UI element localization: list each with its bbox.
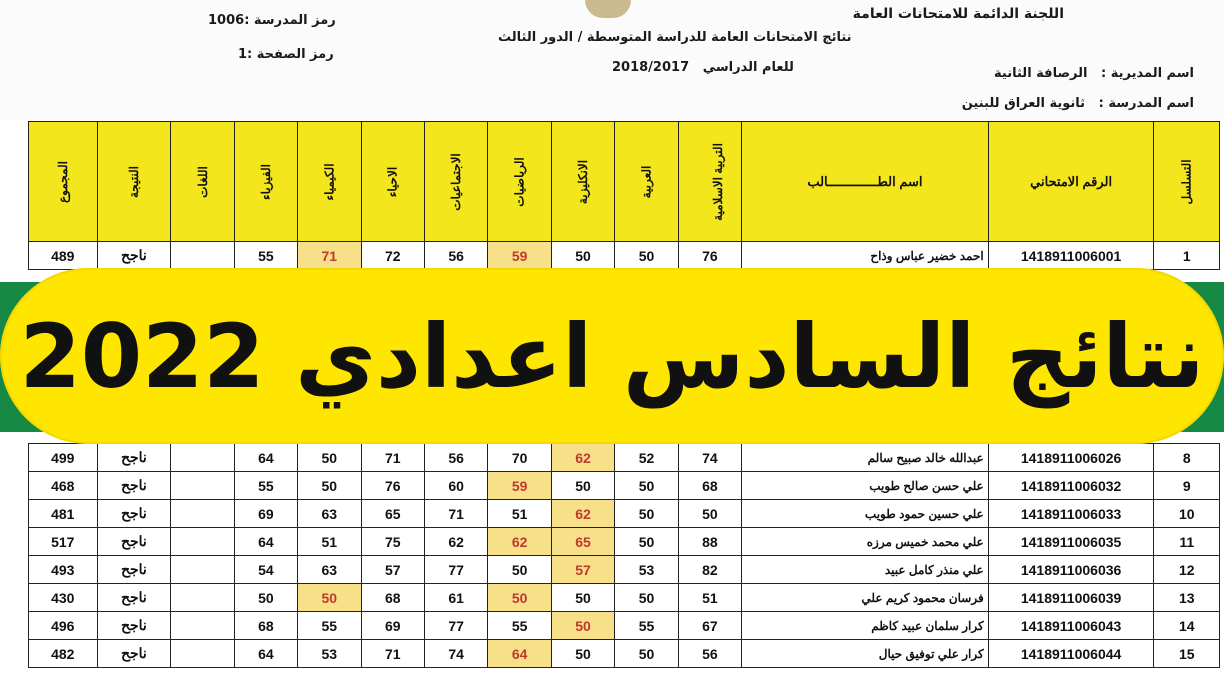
- cell-result: ناجح: [97, 640, 171, 668]
- cell-biology: 76: [361, 472, 424, 500]
- col-english: الانكليزية: [551, 122, 614, 242]
- cell-english: 50: [551, 612, 614, 640]
- cell-math: 59: [488, 472, 551, 500]
- cell-exam-number: 1418911006032: [988, 472, 1154, 500]
- cell-total: 493: [29, 556, 98, 584]
- cell-result: ناجح: [97, 500, 171, 528]
- ministry-seal-icon: [585, 0, 631, 18]
- col-islamic: التربية الاسلامية: [678, 122, 741, 242]
- cell-english: 50: [551, 584, 614, 612]
- cell-exam-number: 1418911006033: [988, 500, 1154, 528]
- cell-biology: 71: [361, 640, 424, 668]
- cell-biology: 71: [361, 444, 424, 472]
- cell-exam-number: 1418911006036: [988, 556, 1154, 584]
- cell-biology: 75: [361, 528, 424, 556]
- cell-serial: 1: [1154, 242, 1220, 270]
- cell-exam-number: 1418911006001: [988, 242, 1154, 270]
- cell-physics: 55: [234, 242, 297, 270]
- cell-islamic: 56: [678, 640, 741, 668]
- directorate-value: الرصافة الثانية: [994, 66, 1088, 81]
- cell-result: ناجح: [97, 584, 171, 612]
- cell-social: 61: [424, 584, 487, 612]
- col-student-name: اسم الطـــــــــــــالب: [742, 122, 989, 242]
- cell-chemistry: 50: [298, 444, 361, 472]
- cell-physics: 68: [234, 612, 297, 640]
- table-row: [29, 472, 1220, 500]
- cell-social: 56: [424, 242, 487, 270]
- cell-math: 62: [488, 528, 551, 556]
- table-row: [29, 612, 1220, 640]
- col-social: الاجتماعيات: [424, 122, 487, 242]
- page-code: رمز الصفحة :1: [238, 47, 334, 62]
- cell-arabic: 52: [615, 444, 678, 472]
- cell-arabic: 53: [615, 556, 678, 584]
- col-total: المجموع: [29, 122, 98, 242]
- col-biology: الاحياء: [361, 122, 424, 242]
- cell-serial: 8: [1154, 444, 1220, 472]
- cell-name: كرار سلمان عبيد كاظم: [742, 612, 989, 640]
- cell-social: 62: [424, 528, 487, 556]
- cell-exam-number: 1418911006035: [988, 528, 1154, 556]
- cell-third-lang: [171, 528, 234, 556]
- table-row: [29, 242, 1220, 270]
- cell-physics: 54: [234, 556, 297, 584]
- cell-name: احمد خضير عباس وذاح: [742, 242, 989, 270]
- table-header-row: [29, 122, 1220, 242]
- academic-year: [612, 60, 794, 75]
- banner-title: نتائج السادس اعدادي 2022: [19, 304, 1205, 408]
- cell-exam-number: 1418911006039: [988, 584, 1154, 612]
- cell-name: فرسان محمود كريم علي: [742, 584, 989, 612]
- cell-math: 51: [488, 500, 551, 528]
- cell-total: 499: [29, 444, 98, 472]
- cell-social: 60: [424, 472, 487, 500]
- col-result: النتيجة: [97, 122, 171, 242]
- cell-result: ناجح: [97, 612, 171, 640]
- table-row: [29, 584, 1220, 612]
- cell-arabic: 50: [615, 640, 678, 668]
- cell-physics: 50: [234, 584, 297, 612]
- cell-islamic: 76: [678, 242, 741, 270]
- col-arabic: العربية: [615, 122, 678, 242]
- cell-chemistry: 71: [298, 242, 361, 270]
- school-line: [962, 96, 1194, 111]
- cell-math: 55: [488, 612, 551, 640]
- cell-islamic: 68: [678, 472, 741, 500]
- cell-arabic: 50: [615, 528, 678, 556]
- cell-serial: 14: [1154, 612, 1220, 640]
- cell-serial: 10: [1154, 500, 1220, 528]
- cell-math: 50: [488, 556, 551, 584]
- cell-name: علي حسين حمود طويب: [742, 500, 989, 528]
- cell-name: علي حسن صالح طويب: [742, 472, 989, 500]
- col-exam-number: الرقم الامتحاني: [988, 122, 1154, 242]
- cell-social: 77: [424, 556, 487, 584]
- cell-biology: 65: [361, 500, 424, 528]
- cell-chemistry: 63: [298, 500, 361, 528]
- cell-arabic: 50: [615, 472, 678, 500]
- cell-arabic: 50: [615, 584, 678, 612]
- cell-chemistry: 55: [298, 612, 361, 640]
- cell-physics: 64: [234, 640, 297, 668]
- cell-islamic: 51: [678, 584, 741, 612]
- cell-serial: 12: [1154, 556, 1220, 584]
- cell-result: ناجح: [97, 472, 171, 500]
- cell-physics: 64: [234, 528, 297, 556]
- cell-total: 482: [29, 640, 98, 668]
- cell-math: 50: [488, 584, 551, 612]
- cell-result: ناجح: [97, 242, 171, 270]
- cell-name: عبدالله خالد صبيح سالم: [742, 444, 989, 472]
- table-row: [29, 640, 1220, 668]
- cell-islamic: 74: [678, 444, 741, 472]
- cell-name: كرار علي توفيق حيال: [742, 640, 989, 668]
- directorate-label: اسم المديرية :: [1101, 66, 1194, 81]
- col-serial: التسلسل: [1154, 122, 1220, 242]
- cell-third-lang: [171, 444, 234, 472]
- cell-social: 74: [424, 640, 487, 668]
- col-third-lang: اللغات: [171, 122, 234, 242]
- cell-third-lang: [171, 242, 234, 270]
- table-row: [29, 556, 1220, 584]
- cell-total: 468: [29, 472, 98, 500]
- cell-name: علي محمد خميس مرزه: [742, 528, 989, 556]
- exam-title: نتائج الامتحانات العامة للدراسة المتوسطة / الدور الثالث: [498, 30, 852, 45]
- document-header: [0, 0, 1224, 120]
- cell-islamic: 50: [678, 500, 741, 528]
- cell-math: 70: [488, 444, 551, 472]
- col-chemistry: الكيمياء: [298, 122, 361, 242]
- cell-social: 56: [424, 444, 487, 472]
- cell-result: ناجح: [97, 528, 171, 556]
- cell-islamic: 88: [678, 528, 741, 556]
- cell-chemistry: 63: [298, 556, 361, 584]
- cell-third-lang: [171, 556, 234, 584]
- cell-arabic: 50: [615, 500, 678, 528]
- cell-total: 517: [29, 528, 98, 556]
- cell-biology: 69: [361, 612, 424, 640]
- table-row: [29, 500, 1220, 528]
- cell-third-lang: [171, 500, 234, 528]
- cell-english: 57: [551, 556, 614, 584]
- cell-third-lang: [171, 472, 234, 500]
- cell-social: 71: [424, 500, 487, 528]
- col-physics: الفيزياء: [234, 122, 297, 242]
- cell-result: ناجح: [97, 444, 171, 472]
- cell-islamic: 82: [678, 556, 741, 584]
- cell-serial: 11: [1154, 528, 1220, 556]
- cell-total: 481: [29, 500, 98, 528]
- cell-physics: 55: [234, 472, 297, 500]
- cell-math: 59: [488, 242, 551, 270]
- cell-chemistry: 51: [298, 528, 361, 556]
- cell-total: 496: [29, 612, 98, 640]
- cell-arabic: 50: [615, 242, 678, 270]
- school-label: اسم المدرسة :: [1098, 96, 1194, 111]
- cell-social: 77: [424, 612, 487, 640]
- cell-english: 65: [551, 528, 614, 556]
- table-row: [29, 444, 1220, 472]
- cell-serial: 13: [1154, 584, 1220, 612]
- cell-chemistry: 50: [298, 584, 361, 612]
- cell-biology: 72: [361, 242, 424, 270]
- col-math: الرياضيات: [488, 122, 551, 242]
- cell-total: 430: [29, 584, 98, 612]
- academic-year-label: للعام الدراسي: [702, 60, 794, 75]
- academic-year-value: 2018/2017: [612, 60, 690, 75]
- directorate-line: [994, 66, 1194, 81]
- cell-biology: 68: [361, 584, 424, 612]
- cell-islamic: 67: [678, 612, 741, 640]
- cell-exam-number: 1418911006044: [988, 640, 1154, 668]
- table-row: [29, 528, 1220, 556]
- cell-english: 62: [551, 444, 614, 472]
- committee-title: اللجنة الدائمة للامتحانات العامة: [852, 6, 1064, 22]
- cell-physics: 69: [234, 500, 297, 528]
- cell-result: ناجح: [97, 556, 171, 584]
- cell-exam-number: 1418911006043: [988, 612, 1154, 640]
- cell-english: 50: [551, 242, 614, 270]
- cell-arabic: 55: [615, 612, 678, 640]
- cell-serial: 9: [1154, 472, 1220, 500]
- cell-math: 64: [488, 640, 551, 668]
- cell-third-lang: [171, 584, 234, 612]
- cell-chemistry: 50: [298, 472, 361, 500]
- cell-physics: 64: [234, 444, 297, 472]
- cell-serial: 15: [1154, 640, 1220, 668]
- cell-english: 50: [551, 640, 614, 668]
- cell-third-lang: [171, 640, 234, 668]
- cell-chemistry: 53: [298, 640, 361, 668]
- cell-english: 50: [551, 472, 614, 500]
- cell-total: 489: [29, 242, 98, 270]
- school-code: رمز المدرسة :1006: [208, 13, 336, 28]
- cell-name: علي منذر كامل عبيد: [742, 556, 989, 584]
- cell-biology: 57: [361, 556, 424, 584]
- cell-exam-number: 1418911006026: [988, 444, 1154, 472]
- school-value: ثانوية العراق للبنين: [961, 96, 1086, 111]
- title-banner: [0, 268, 1224, 444]
- cell-third-lang: [171, 612, 234, 640]
- cell-english: 62: [551, 500, 614, 528]
